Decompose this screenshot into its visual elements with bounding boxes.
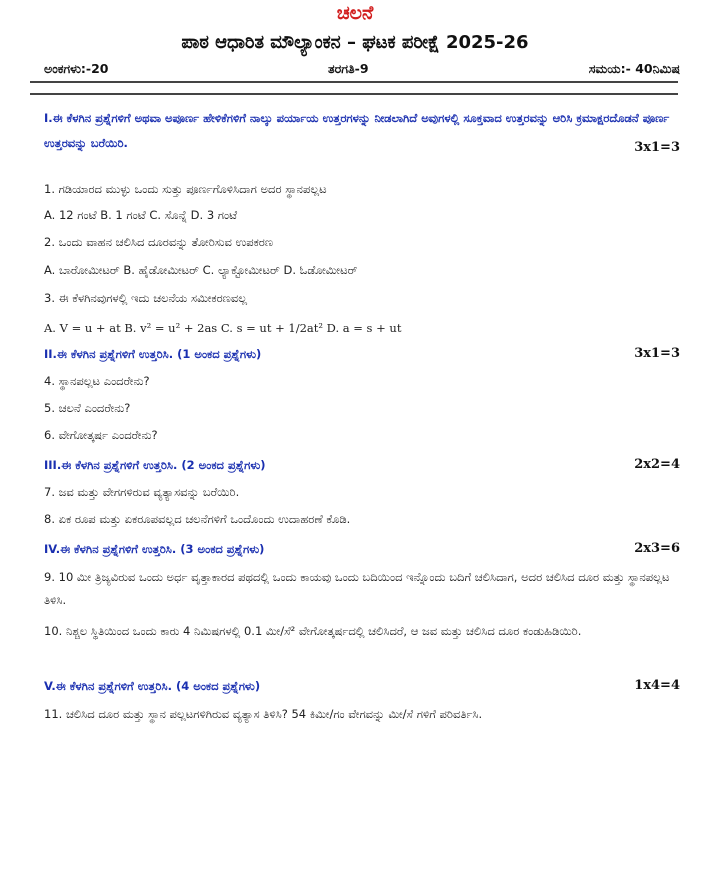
header-rule-top — [30, 81, 678, 83]
question-1-options: A. 12 ಗಂಟೆ B. 1 ಗಂಟೆ C. ಸೊನ್ನೆ D. 3 ಗಂಟೆ — [44, 208, 238, 222]
section-1-heading: I.ಈ ಕೆಳಗಿನ ಪ್ರಶ್ನೆಗಳಿಗೆ ಅಥವಾ ಅಪೂರ್ಣ ಹೇಳಿಕೆಗಳಿಗೆ ನಾಲ್ಕು ಪರ್ಯಾಯ ಉತ್ತರಗಳನ್ನು ನೀಡಲಾಗಿದೆ ಅವುಗಳಲ್ಲಿ ಸೂಕ್ತವಾದ ಉತ್ತರವನ್ನು ಆರಿಸಿ ಕ್ರಮಾಕ್ಷರದೊಡನೆ ಪೂರ್ಣ ಉತ್ತರವನ್ನು ಬರೆಯಿರಿ. — [44, 111, 670, 150]
question-8: 8. ಏಕ ರೂಪ ಮತ್ತು ಏಕರೂಪವಲ್ಲದ ಚಲನೆಗಳಿಗೆ ಒಂದೊಂದು ಉದಾಹರಣೆ ಕೊಡಿ. — [44, 512, 351, 526]
section-2-marks: 3x1=3 — [634, 346, 680, 361]
question-10: 10. ನಿಶ್ಚಲ ಸ್ಥಿತಿಯಿಂದ ಒಂದು ಕಾರು 4 ನಿಮಿಷಗಳಲ್ಲಿ 0.1 ಮೀ/ಸೆ² ವೇಗೋತ್ಕರ್ಷದಲ್ಲಿ ಚಲಿಸಿದರೆ, ಆ ಜವ ಮತ್ತು ಚಲಿಸಿದ ದೂರ ಕಂಡುಹಿಡಿಯಿರಿ. — [44, 624, 582, 638]
question-1: 1. ಗಡಿಯಾರದ ಮುಳ್ಳು ಒಂದು ಸುತ್ತು ಪೂರ್ಣಗೊಳಿಸಿದಾಗ ಅದರ ಸ್ಥಾನಪಲ್ಲಟ — [44, 182, 327, 196]
question-4: 4. ಸ್ಥಾನಪಲ್ಲಟ ಎಂದರೇನು? — [44, 374, 150, 388]
section-5-marks: 1x4=4 — [634, 678, 680, 693]
question-3: 3. ಈ ಕೆಳಗಿನವುಗಳಲ್ಲಿ ಇದು ಚಲನೆಯ ಸಮೀಕರಣವಲ್ಲ — [44, 291, 248, 305]
header-rule-bottom — [30, 93, 678, 95]
section-3-marks: 2x2=4 — [634, 457, 680, 472]
question-3-options: A. V = u + at B. v² = u² + 2as C. s = ut + 1/2at² D. a = s + ut — [44, 321, 402, 335]
topic-title: ಚಲನೆ — [336, 2, 374, 24]
total-marks: ಅಂಕಗಳು:-20 — [44, 61, 109, 76]
question-9: 9. 10 ಮೀ ತ್ರಿಜ್ಯವಿರುವ ಒಂದು ಅರ್ಧ ವೃತ್ತಾಕಾರದ ಪಥದಲ್ಲಿ ಒಂದು ಕಾಯವು ಒಂದು ಬದಿಯಿಂದ ಇನ್ನೊಂದು ಬದಿಗೆ ಚಲಿಸಿದಾಗ, ಅದರ ಚಲಿಸಿದ ದೂರ ಮತ್ತು ಸ್ಥಾನಪಲ್ಲಟ ತಿಳಿಸಿ. — [44, 570, 670, 607]
section-2-heading: II.ಈ ಕೆಳಗಿನ ಪ್ರಶ್ನೆಗಳಿಗೆ ಉತ್ತರಿಸಿ. (1 ಅಂಕದ ಪ್ರಶ್ನೆಗಳು) — [44, 347, 262, 361]
section-5-heading: V.ಈ ಕೆಳಗಿನ ಪ್ರಶ್ನೆಗಳಿಗೆ ಉತ್ತರಿಸಿ. (4 ಅಂಕದ ಪ್ರಶ್ನೆಗಳು) — [44, 679, 261, 693]
class-label: ತರಗತಿ-9 — [328, 61, 369, 76]
question-7: 7. ಜವ ಮತ್ತು ವೇಗಗಳಿರುವ ವ್ಯತ್ಯಾಸವನ್ನು ಬರೆಯಿರಿ. — [44, 485, 240, 499]
question-2: 2. ಒಂದು ವಾಹನ ಚಲಿಸಿದ ದೂರವನ್ನು ತೋರಿಸುವ ಉಪಕರಣ — [44, 235, 274, 249]
section-4-heading: IV.ಈ ಕೆಳಗಿನ ಪ್ರಶ್ನೆಗಳಿಗೆ ಉತ್ತರಿಸಿ. (3 ಅಂಕದ ಪ್ರಶ್ನೆಗಳು) — [44, 542, 265, 556]
section-1-marks: 3x1=3 — [634, 140, 680, 155]
question-6: 6. ವೇಗೋತ್ಕರ್ಷ ಎಂದರೇನು? — [44, 428, 158, 442]
question-5: 5. ಚಲನೆ ಎಂದರೇನು? — [44, 401, 131, 415]
time-label: ಸಮಯ:- 40ನಿಮಿಷ — [588, 61, 680, 76]
exam-title: ಪಾಠ ಆಧಾರಿತ ಮೌಲ್ಯಾಂಕನ – ಘಟಕ ಪರೀಕ್ಷೆ 2025-26 — [181, 32, 529, 53]
question-11: 11. ಚಲಿಸಿದ ದೂರ ಮತ್ತು ಸ್ಥಾನ ಪಲ್ಲಟಗಳಿಗಿರುವ ವ್ಯತ್ಯಾಸ ತಿಳಿಸಿ? 54 ಕಿಮೀ/ಗಂ ವೇಗವನ್ನು ಮೀ/ಸೆ ಗಳಿಗೆ ಪರಿವರ್ತಿಸಿ. — [44, 707, 483, 721]
section-4-marks: 2x3=6 — [634, 541, 680, 556]
question-2-options: A. ಬಾರೋಮೀಟರ್ B. ಹೈಡೋಮೀಟರ್ C. ಲ್ಯಾಕ್ಟೋಮೀಟರ್ D. ಓಡೋಮೀಟರ್ — [44, 263, 358, 277]
section-3-heading: III.ಈ ಕೆಳಗಿನ ಪ್ರಶ್ನೆಗಳಿಗೆ ಉತ್ತರಿಸಿ. (2 ಅಂಕದ ಪ್ರಶ್ನೆಗಳು) — [44, 458, 266, 472]
